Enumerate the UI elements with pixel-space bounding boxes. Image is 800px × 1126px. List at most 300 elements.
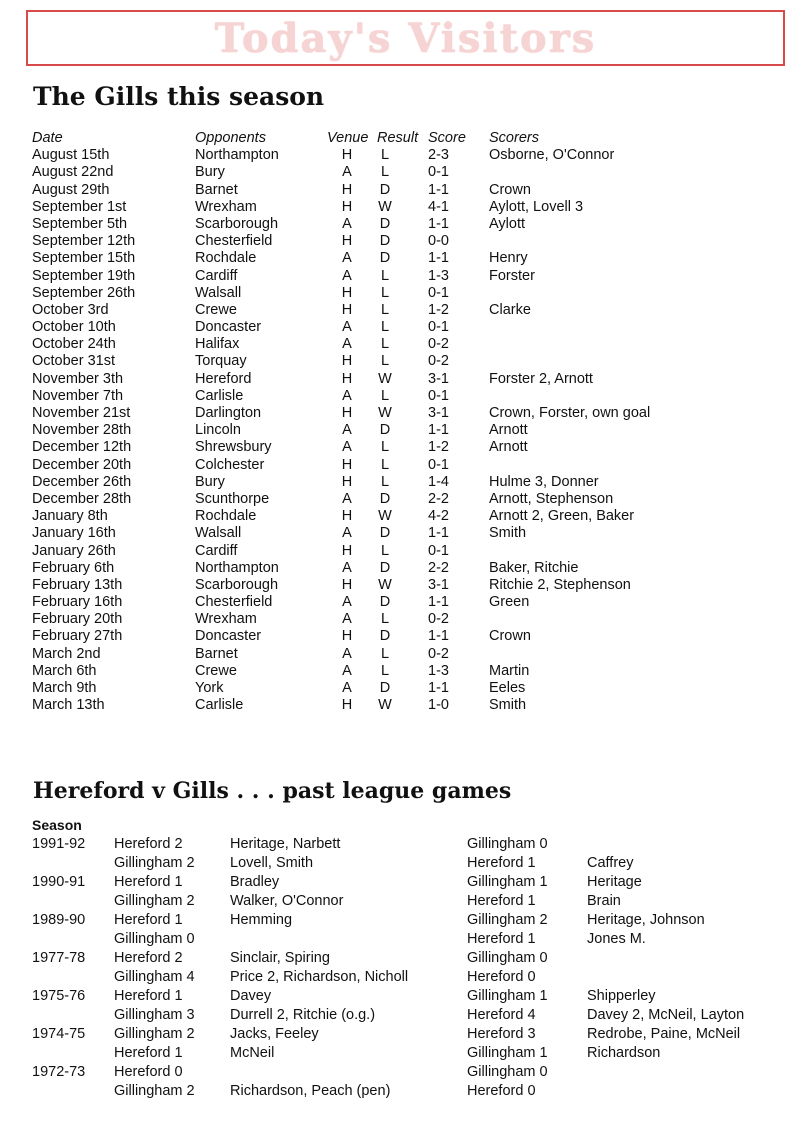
cell-away-scorers: Caffrey bbox=[587, 855, 634, 871]
cell-opponent: Bury bbox=[195, 473, 225, 490]
cell-score: 1-1 bbox=[428, 628, 449, 645]
cell-opponent: Torquay bbox=[195, 353, 247, 370]
cell-result: L bbox=[380, 301, 390, 318]
cell-venue: A bbox=[342, 422, 352, 439]
cell-date: March 6th bbox=[32, 662, 97, 679]
cell-scorers: Arnott, Stephenson bbox=[489, 490, 614, 507]
cell-result: W bbox=[378, 697, 392, 714]
cell-scorers: Aylott bbox=[489, 215, 526, 232]
cell-scorers: Aylott, Lovell 3 bbox=[489, 198, 584, 215]
cell-home-team: Gillingham 3 bbox=[114, 1007, 195, 1023]
cell-result: D bbox=[379, 525, 391, 542]
cell-venue: A bbox=[342, 319, 352, 336]
cell-score: 1-1 bbox=[428, 422, 449, 439]
cell-away-scorers: Davey 2, McNeil, Layton bbox=[587, 1007, 745, 1023]
cell-score: 1-1 bbox=[428, 525, 449, 542]
table-row bbox=[32, 508, 732, 525]
cell-scorers: Arnott bbox=[489, 422, 528, 439]
past-games-table bbox=[32, 835, 772, 1101]
header-result: Result bbox=[377, 130, 419, 146]
cell-score: 0-1 bbox=[428, 387, 449, 404]
banner bbox=[26, 10, 785, 66]
cell-home-team: Hereford 1 bbox=[114, 988, 183, 1004]
table-row bbox=[32, 611, 732, 628]
header-score: Score bbox=[428, 130, 466, 146]
cell-away-team: Gillingham 1 bbox=[467, 988, 548, 1004]
table-row bbox=[32, 336, 732, 353]
cell-date: March 2nd bbox=[32, 645, 101, 662]
table-row bbox=[32, 164, 732, 181]
cell-result: W bbox=[378, 508, 392, 525]
list-item bbox=[32, 1044, 772, 1063]
cell-venue: A bbox=[342, 611, 352, 628]
cell-date: September 26th bbox=[32, 284, 136, 301]
table-row bbox=[32, 491, 732, 508]
cell-home-team: Gillingham 0 bbox=[114, 931, 195, 947]
table-row bbox=[32, 663, 732, 680]
cell-venue: H bbox=[341, 508, 353, 525]
cell-result: L bbox=[380, 267, 390, 284]
cell-home-team: Hereford 1 bbox=[114, 874, 183, 890]
cell-date: August 22nd bbox=[32, 164, 114, 181]
cell-venue: A bbox=[342, 267, 352, 284]
cell-scorers: Martin bbox=[489, 662, 530, 679]
table-row bbox=[32, 250, 732, 267]
cell-score: 1-3 bbox=[428, 267, 449, 284]
cell-result: D bbox=[379, 215, 391, 232]
cell-home-team: Gillingham 2 bbox=[114, 1083, 195, 1099]
cell-score: 0-1 bbox=[428, 319, 449, 336]
cell-date: December 20th bbox=[32, 456, 132, 473]
cell-scorers: Smith bbox=[489, 697, 527, 714]
cell-home-team: Hereford 0 bbox=[114, 1064, 183, 1080]
cell-home-scorers: Durrell 2, Ritchie (o.g.) bbox=[230, 1007, 376, 1023]
cell-opponent: York bbox=[195, 680, 224, 696]
cell-opponent: Wrexham bbox=[195, 198, 257, 215]
cell-home-team: Hereford 1 bbox=[114, 1045, 183, 1061]
table-row bbox=[32, 388, 732, 405]
cell-opponent: Scunthorpe bbox=[195, 490, 270, 507]
cell-scorers: Arnott bbox=[489, 439, 528, 456]
cell-venue: A bbox=[342, 336, 352, 353]
cell-result: W bbox=[378, 405, 392, 421]
cell-home-team: Gillingham 2 bbox=[114, 1026, 195, 1042]
cell-home-scorers: Heritage, Narbett bbox=[230, 836, 341, 852]
cell-result: L bbox=[380, 542, 390, 559]
cell-scorers: Clarke bbox=[489, 301, 531, 318]
table-row bbox=[32, 646, 732, 663]
cell-result: L bbox=[380, 456, 390, 473]
cell-opponent: Northampton bbox=[195, 559, 279, 576]
cell-score: 0-2 bbox=[428, 353, 449, 370]
cell-season: 1975-76 bbox=[32, 988, 86, 1004]
cell-opponent: Colchester bbox=[195, 456, 265, 473]
cell-venue: H bbox=[341, 301, 353, 318]
cell-away-scorers: Heritage bbox=[587, 874, 642, 890]
cell-result: L bbox=[380, 645, 390, 662]
cell-opponent: Crewe bbox=[195, 301, 237, 318]
cell-result: L bbox=[380, 387, 390, 404]
cell-score: 1-4 bbox=[428, 473, 449, 490]
cell-home-scorers: Lovell, Smith bbox=[230, 855, 314, 871]
cell-date: November 28th bbox=[32, 422, 132, 439]
cell-venue: A bbox=[342, 164, 352, 181]
list-item bbox=[32, 968, 772, 987]
cell-result: L bbox=[380, 662, 390, 679]
cell-date: March 13th bbox=[32, 697, 105, 714]
cell-scorers: Osborne, O'Connor bbox=[489, 147, 615, 164]
cell-date: December 28th bbox=[32, 490, 132, 507]
cell-opponent: Wrexham bbox=[195, 611, 257, 628]
cell-home-scorers: Walker, O'Connor bbox=[230, 893, 344, 909]
cell-venue: H bbox=[341, 353, 353, 370]
cell-score: 4-2 bbox=[428, 508, 449, 525]
list-item bbox=[32, 930, 772, 949]
cell-away-team: Hereford 1 bbox=[467, 893, 536, 909]
cell-opponent: Shrewsbury bbox=[195, 439, 272, 456]
cell-opponent: Crewe bbox=[195, 662, 237, 679]
cell-venue: A bbox=[342, 215, 352, 232]
cell-home-scorers: McNeil bbox=[230, 1045, 275, 1061]
cell-away-team: Hereford 1 bbox=[467, 855, 536, 871]
cell-date: August 15th bbox=[32, 147, 110, 164]
table-row bbox=[32, 302, 732, 319]
table-row bbox=[32, 697, 732, 714]
table-row bbox=[32, 525, 732, 542]
cell-scorers: Crown, Forster, own goal bbox=[489, 405, 651, 421]
list-item bbox=[32, 854, 772, 873]
cell-venue: H bbox=[341, 181, 353, 198]
table-row bbox=[32, 560, 732, 577]
cell-venue: A bbox=[342, 490, 352, 507]
cell-venue: H bbox=[341, 370, 353, 387]
table-row bbox=[32, 405, 732, 422]
cell-away-scorers: Redrobe, Paine, McNeil bbox=[587, 1026, 741, 1042]
cell-date: February 27th bbox=[32, 628, 123, 645]
cell-home-team: Gillingham 4 bbox=[114, 969, 195, 985]
cell-away-scorers: Heritage, Johnson bbox=[587, 912, 705, 928]
cell-venue: A bbox=[342, 594, 352, 611]
table-row bbox=[32, 439, 732, 456]
cell-home-team: Gillingham 2 bbox=[114, 855, 195, 871]
cell-venue: H bbox=[341, 473, 353, 490]
cell-away-team: Gillingham 1 bbox=[467, 1045, 548, 1061]
cell-date: December 26th bbox=[32, 473, 132, 490]
cell-opponent: Walsall bbox=[195, 525, 242, 542]
past-games-title: Hereford v Gills . . . past league games bbox=[33, 778, 512, 804]
cell-home-scorers: Hemming bbox=[230, 912, 293, 928]
cell-score: 0-0 bbox=[428, 233, 449, 250]
cell-date: January 26th bbox=[32, 542, 116, 559]
cell-score: 0-1 bbox=[428, 456, 449, 473]
cell-result: L bbox=[380, 147, 390, 164]
cell-scorers: Hulme 3, Donner bbox=[489, 473, 599, 490]
cell-score: 1-3 bbox=[428, 662, 449, 679]
cell-score: 0-2 bbox=[428, 336, 449, 353]
header-opponents: Opponents bbox=[195, 130, 266, 146]
table-row bbox=[32, 371, 732, 388]
cell-score: 0-1 bbox=[428, 284, 449, 301]
cell-date: March 9th bbox=[32, 680, 97, 696]
cell-venue: H bbox=[341, 542, 353, 559]
cell-date: February 6th bbox=[32, 559, 115, 576]
season-column-label: Season bbox=[32, 817, 82, 833]
cell-opponent: Barnet bbox=[195, 645, 238, 662]
cell-score: 3-1 bbox=[428, 405, 449, 421]
cell-home-scorers: Davey bbox=[230, 988, 272, 1004]
cell-result: D bbox=[379, 628, 391, 645]
cell-opponent: Doncaster bbox=[195, 319, 262, 336]
cell-scorers: Arnott 2, Green, Baker bbox=[489, 508, 635, 525]
cell-opponent: Barnet bbox=[195, 181, 238, 198]
cell-season: 1989-90 bbox=[32, 912, 86, 928]
table-row bbox=[32, 457, 732, 474]
table-row bbox=[32, 147, 732, 164]
cell-score: 3-1 bbox=[428, 576, 449, 593]
cell-away-scorers: Richardson bbox=[587, 1045, 661, 1061]
cell-venue: H bbox=[341, 147, 353, 164]
table-row bbox=[32, 285, 732, 302]
cell-scorers: Forster 2, Arnott bbox=[489, 370, 593, 387]
list-item bbox=[32, 949, 772, 968]
cell-date: September 15th bbox=[32, 250, 136, 267]
cell-away-team: Gillingham 0 bbox=[467, 836, 548, 852]
cell-home-team: Hereford 2 bbox=[114, 950, 183, 966]
cell-date: September 5th bbox=[32, 215, 128, 232]
cell-score: 1-1 bbox=[428, 215, 449, 232]
cell-opponent: Darlington bbox=[195, 405, 262, 421]
cell-score: 1-1 bbox=[428, 181, 449, 198]
cell-result: D bbox=[379, 181, 391, 198]
cell-date: August 29th bbox=[32, 181, 110, 198]
cell-result: L bbox=[380, 439, 390, 456]
cell-result: D bbox=[379, 680, 391, 696]
cell-away-team: Gillingham 0 bbox=[467, 1064, 548, 1080]
cell-score: 1-1 bbox=[428, 250, 449, 267]
cell-result: D bbox=[379, 233, 391, 250]
cell-score: 1-1 bbox=[428, 594, 449, 611]
cell-date: October 3rd bbox=[32, 301, 109, 318]
cell-result: L bbox=[380, 473, 390, 490]
cell-score: 1-0 bbox=[428, 697, 449, 714]
list-item bbox=[32, 1006, 772, 1025]
cell-away-team: Hereford 1 bbox=[467, 931, 536, 947]
cell-venue: A bbox=[342, 645, 352, 662]
cell-scorers: Eeles bbox=[489, 680, 526, 696]
cell-scorers: Baker, Ritchie bbox=[489, 559, 579, 576]
cell-home-scorers: Bradley bbox=[230, 874, 280, 890]
header-date: Date bbox=[32, 130, 63, 146]
table-row bbox=[32, 216, 732, 233]
cell-scorers: Crown bbox=[489, 628, 531, 645]
cell-date: September 12th bbox=[32, 233, 136, 250]
table-row bbox=[32, 268, 732, 285]
cell-away-team: Gillingham 1 bbox=[467, 874, 548, 890]
table-row bbox=[32, 422, 732, 439]
table-row bbox=[32, 319, 732, 336]
cell-venue: H bbox=[341, 284, 353, 301]
cell-opponent: Carlisle bbox=[195, 697, 244, 714]
cell-home-scorers: Price 2, Richardson, Nicholl bbox=[230, 969, 409, 985]
cell-score: 1-1 bbox=[428, 680, 449, 696]
cell-away-scorers: Shipperley bbox=[587, 988, 656, 1004]
cell-date: November 7th bbox=[32, 387, 124, 404]
cell-date: October 31st bbox=[32, 353, 116, 370]
cell-date: September 19th bbox=[32, 267, 136, 284]
cell-opponent: Lincoln bbox=[195, 422, 241, 439]
cell-date: October 24th bbox=[32, 336, 116, 353]
cell-date: February 20th bbox=[32, 611, 123, 628]
cell-score: 0-1 bbox=[428, 164, 449, 181]
list-item bbox=[32, 1082, 772, 1101]
cell-venue: A bbox=[342, 680, 352, 696]
cell-result: L bbox=[380, 336, 390, 353]
cell-venue: H bbox=[341, 456, 353, 473]
cell-away-team: Gillingham 0 bbox=[467, 950, 548, 966]
cell-date: September 1st bbox=[32, 198, 127, 215]
cell-date: January 16th bbox=[32, 525, 116, 542]
cell-venue: H bbox=[341, 198, 353, 215]
season-rows bbox=[32, 147, 732, 714]
cell-result: D bbox=[379, 559, 391, 576]
cell-result: L bbox=[380, 284, 390, 301]
table-row bbox=[32, 628, 732, 645]
list-item bbox=[32, 835, 772, 854]
cell-result: W bbox=[378, 370, 392, 387]
cell-score: 1-2 bbox=[428, 439, 449, 456]
cell-score: 4-1 bbox=[428, 198, 449, 215]
cell-venue: H bbox=[341, 628, 353, 645]
cell-date: February 16th bbox=[32, 594, 123, 611]
list-item bbox=[32, 987, 772, 1006]
cell-scorers: Smith bbox=[489, 525, 527, 542]
cell-result: D bbox=[379, 594, 391, 611]
season-title: The Gills this season bbox=[33, 82, 325, 111]
cell-opponent: Rochdale bbox=[195, 250, 257, 267]
list-item bbox=[32, 1025, 772, 1044]
cell-venue: H bbox=[341, 233, 353, 250]
cell-opponent: Chesterfield bbox=[195, 594, 273, 611]
cell-opponent: Walsall bbox=[195, 284, 242, 301]
cell-result: W bbox=[378, 198, 392, 215]
cell-venue: H bbox=[341, 405, 353, 421]
cell-away-team: Hereford 4 bbox=[467, 1007, 536, 1023]
cell-scorers: Crown bbox=[489, 181, 531, 198]
cell-opponent: Rochdale bbox=[195, 508, 257, 525]
cell-opponent: Chesterfield bbox=[195, 233, 273, 250]
cell-season: 1974-75 bbox=[32, 1026, 86, 1042]
cell-venue: H bbox=[341, 576, 353, 593]
table-row bbox=[32, 680, 732, 697]
list-item bbox=[32, 1063, 772, 1082]
cell-opponent: Northampton bbox=[195, 147, 279, 164]
cell-opponent: Halifax bbox=[195, 336, 240, 353]
cell-home-scorers: Sinclair, Spiring bbox=[230, 950, 330, 966]
cell-scorers: Henry bbox=[489, 250, 528, 267]
cell-home-team: Gillingham 2 bbox=[114, 893, 195, 909]
cell-home-team: Hereford 1 bbox=[114, 912, 183, 928]
cell-opponent: Doncaster bbox=[195, 628, 262, 645]
cell-result: D bbox=[379, 490, 391, 507]
cell-season: 1972-73 bbox=[32, 1064, 86, 1080]
cell-score: 0-2 bbox=[428, 611, 449, 628]
cell-opponent: Hereford bbox=[195, 370, 252, 387]
cell-result: D bbox=[379, 422, 391, 439]
cell-venue: A bbox=[342, 250, 352, 267]
cell-opponent: Bury bbox=[195, 164, 225, 181]
cell-opponent: Carlisle bbox=[195, 387, 244, 404]
table-row bbox=[32, 353, 732, 370]
cell-venue: A bbox=[342, 525, 352, 542]
cell-venue: A bbox=[342, 387, 352, 404]
cell-date: December 12th bbox=[32, 439, 132, 456]
table-row bbox=[32, 474, 732, 491]
cell-away-team: Hereford 3 bbox=[467, 1026, 536, 1042]
cell-venue: A bbox=[342, 439, 352, 456]
season-results-table bbox=[32, 130, 732, 714]
cell-date: January 8th bbox=[32, 508, 108, 525]
table-row bbox=[32, 543, 732, 560]
cell-away-team: Hereford 0 bbox=[467, 1083, 536, 1099]
cell-result: L bbox=[380, 164, 390, 181]
cell-away-scorers: Brain bbox=[587, 893, 621, 909]
header-scorers: Scorers bbox=[489, 130, 539, 146]
cell-score: 2-3 bbox=[428, 147, 449, 164]
cell-score: 2-2 bbox=[428, 490, 449, 507]
cell-home-scorers: Jacks, Feeley bbox=[230, 1026, 319, 1042]
cell-venue: H bbox=[341, 697, 353, 714]
list-item bbox=[32, 892, 772, 911]
table-row bbox=[32, 233, 732, 250]
cell-result: L bbox=[380, 611, 390, 628]
cell-venue: A bbox=[342, 559, 352, 576]
cell-result: D bbox=[379, 250, 391, 267]
cell-away-team: Gillingham 2 bbox=[467, 912, 548, 928]
table-header bbox=[32, 130, 732, 147]
cell-date: October 10th bbox=[32, 319, 116, 336]
table-row bbox=[32, 594, 732, 611]
cell-opponent: Cardiff bbox=[195, 267, 238, 284]
cell-date: February 13th bbox=[32, 576, 123, 593]
cell-opponent: Scarborough bbox=[195, 576, 279, 593]
cell-score: 1-2 bbox=[428, 301, 449, 318]
cell-scorers: Ritchie 2, Stephenson bbox=[489, 576, 631, 593]
table-row bbox=[32, 199, 732, 216]
banner-title: Today's Visitors bbox=[214, 14, 597, 62]
cell-away-scorers: Jones M. bbox=[587, 931, 646, 947]
cell-result: L bbox=[380, 353, 390, 370]
header-venue: Venue bbox=[327, 130, 369, 146]
cell-score: 0-1 bbox=[428, 542, 449, 559]
cell-score: 2-2 bbox=[428, 559, 449, 576]
cell-season: 1977-78 bbox=[32, 950, 86, 966]
cell-season: 1990-91 bbox=[32, 874, 86, 890]
cell-home-team: Hereford 2 bbox=[114, 836, 183, 852]
cell-away-team: Hereford 0 bbox=[467, 969, 536, 985]
cell-result: L bbox=[380, 319, 390, 336]
cell-opponent: Cardiff bbox=[195, 542, 238, 559]
cell-season: 1991-92 bbox=[32, 836, 86, 852]
cell-score: 0-2 bbox=[428, 645, 449, 662]
cell-date: November 21st bbox=[32, 405, 131, 421]
cell-scorers: Forster bbox=[489, 267, 535, 284]
cell-home-scorers: Richardson, Peach (pen) bbox=[230, 1083, 391, 1099]
cell-date: November 3th bbox=[32, 370, 124, 387]
table-row bbox=[32, 182, 732, 199]
cell-scorers: Green bbox=[489, 594, 530, 611]
list-item bbox=[32, 873, 772, 892]
cell-score: 3-1 bbox=[428, 370, 449, 387]
